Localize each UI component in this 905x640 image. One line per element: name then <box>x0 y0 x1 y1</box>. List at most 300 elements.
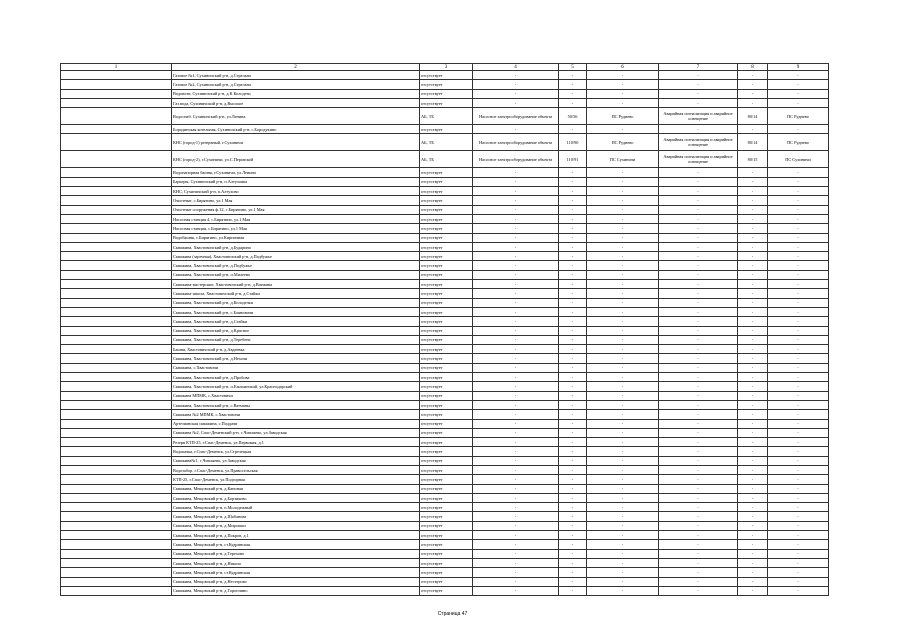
object-name-cell: Насосная станция 4, с.Бирятино, ул.1 Мая <box>172 214 420 223</box>
table-cell <box>61 280 172 289</box>
table-cell: отсутствует <box>420 196 473 205</box>
object-name-cell: Скважина, Мещовский р-н, д.Терехово <box>172 549 420 558</box>
table-cell: - <box>738 549 768 558</box>
table-cell: отсутствует <box>420 419 473 428</box>
table-cell: - <box>738 354 768 363</box>
table-cell: - <box>587 298 659 307</box>
table-cell: отсутствует <box>420 400 473 409</box>
table-cell: - <box>738 475 768 484</box>
table-row <box>61 512 829 521</box>
table-cell <box>61 531 172 540</box>
table-cell: - <box>559 345 587 354</box>
table-cell: - <box>587 484 659 493</box>
table-cell <box>61 233 172 242</box>
table-cell: - <box>768 391 829 400</box>
table-cell: - <box>473 335 559 344</box>
header-cell: 7 <box>659 64 738 71</box>
table-cell <box>61 540 172 549</box>
table-cell: - <box>473 521 559 530</box>
table-cell: - <box>473 214 559 223</box>
table-cell <box>61 326 172 335</box>
table-row <box>61 568 829 577</box>
object-name-cell: Скважина№1, с.Чипляево, ул.Заводская <box>172 456 420 465</box>
object-name-cell: Скважина, Хвастовичский р-н, д.Подбужье <box>172 261 420 270</box>
object-name-cell: Скважина, Мещовский р-н, ст.Кудринская <box>172 540 420 549</box>
table-cell: 110/91 <box>559 151 587 168</box>
table-cell: - <box>587 80 659 89</box>
table-cell: - <box>768 382 829 391</box>
table-cell: отсутствует <box>420 465 473 474</box>
table-cell: отсутствует <box>420 382 473 391</box>
table-cell <box>61 261 172 270</box>
table-cell: отсутствует <box>420 531 473 540</box>
table-cell: - <box>738 125 768 134</box>
table-cell: - <box>559 280 587 289</box>
object-name-cell: Скважина, Хвастовичский р-н, д.Теребень <box>172 335 420 344</box>
object-name-cell: Водозабор, г.Спас-Деменск, ул.Правосельская <box>172 465 420 474</box>
table-cell: - <box>587 233 659 242</box>
table-cell: - <box>738 307 768 316</box>
table-cell: отсутствует <box>420 540 473 549</box>
table-cell: 80/14 <box>738 108 768 125</box>
table-row <box>61 586 829 595</box>
header-cell: 5 <box>559 64 587 71</box>
table-cell: АБ, ТБ <box>420 151 473 168</box>
table-cell: - <box>559 298 587 307</box>
table-cell <box>61 151 172 168</box>
table-cell: - <box>587 354 659 363</box>
table-cell: - <box>659 400 738 409</box>
table-cell: 80/15 <box>738 151 768 168</box>
table-cell <box>61 382 172 391</box>
table-cell: - <box>659 521 738 530</box>
table-cell: - <box>659 363 738 372</box>
table-row <box>61 503 829 512</box>
table-cell: - <box>768 484 829 493</box>
object-name-cell: Водобашня, с.Бирятино, ул.Кирпичная <box>172 233 420 242</box>
table-cell: - <box>659 419 738 428</box>
table-cell: - <box>738 419 768 428</box>
table-cell: - <box>473 177 559 186</box>
table-cell: - <box>587 168 659 177</box>
header-cell: 3 <box>420 64 473 71</box>
table-cell <box>61 125 172 134</box>
table-cell: - <box>559 224 587 233</box>
table-cell: отсутствует <box>420 280 473 289</box>
table-cell: - <box>587 568 659 577</box>
table-cell <box>61 80 172 89</box>
table-cell: отсутствует <box>420 261 473 270</box>
table-cell: - <box>473 307 559 316</box>
table-cell: - <box>768 224 829 233</box>
table-cell: - <box>559 80 587 89</box>
object-name-cell: Скважина, Мещовский р-н, д.Покров, д.1 <box>172 531 420 540</box>
table-cell: - <box>473 298 559 307</box>
table-row <box>61 252 829 261</box>
table-row <box>61 242 829 251</box>
table-row <box>61 134 829 151</box>
table-row <box>61 307 829 316</box>
table-cell: - <box>768 419 829 428</box>
table-cell: - <box>738 71 768 80</box>
table-cell: - <box>473 261 559 270</box>
header-cell: 9 <box>768 64 829 71</box>
table-cell: отсутствует <box>420 493 473 502</box>
table-cell: ПС Сухиничи <box>587 151 659 168</box>
table-cell: - <box>473 447 559 456</box>
table-cell: - <box>587 456 659 465</box>
table-cell: - <box>587 586 659 595</box>
table-row <box>61 540 829 549</box>
table-cell: - <box>768 531 829 540</box>
table-cell: - <box>559 98 587 107</box>
table-cell: - <box>559 89 587 98</box>
table-cell: - <box>738 289 768 298</box>
document-table-sheet <box>60 63 828 596</box>
table-row <box>61 89 829 98</box>
table-cell: - <box>473 475 559 484</box>
table-cell: - <box>659 512 738 521</box>
table-cell: - <box>473 80 559 89</box>
table-cell: - <box>473 233 559 242</box>
table-cell: - <box>473 326 559 335</box>
table-cell: отсутствует <box>420 438 473 447</box>
table-cell: - <box>768 177 829 186</box>
object-name-cell: Водовозн, Сухиничский р-н, д.К Колодези <box>172 89 420 98</box>
table-cell: - <box>768 125 829 134</box>
table-cell: - <box>659 326 738 335</box>
table-cell: отсутствует <box>420 577 473 586</box>
table-cell <box>61 419 172 428</box>
table-cell: - <box>738 373 768 382</box>
table-cell: - <box>659 354 738 363</box>
table-cell: - <box>587 214 659 223</box>
table-cell: - <box>587 503 659 512</box>
table-cell: - <box>559 205 587 214</box>
table-cell: - <box>473 438 559 447</box>
table-cell: ПС Руднево <box>768 134 829 151</box>
table-cell: - <box>738 586 768 595</box>
table-cell: - <box>473 465 559 474</box>
table-cell: - <box>559 512 587 521</box>
table-cell: отсутствует <box>420 125 473 134</box>
table-cell: - <box>587 242 659 251</box>
table-cell: - <box>559 326 587 335</box>
object-name-cell: Скважина, Хвастовичский р-н, с.Бояновичи <box>172 307 420 316</box>
table-cell: - <box>587 224 659 233</box>
table-cell: - <box>738 577 768 586</box>
object-name-cell: Скважина №2 МПМК, с.Хвастовичи <box>172 410 420 419</box>
table-cell: - <box>587 419 659 428</box>
table-cell: - <box>768 317 829 326</box>
table-cell <box>61 214 172 223</box>
table-cell: - <box>659 438 738 447</box>
object-name-cell: Скважина, с.Хвастовичи <box>172 363 420 372</box>
table-cell <box>61 335 172 344</box>
table-cell: - <box>473 382 559 391</box>
table-cell: - <box>768 233 829 242</box>
table-cell: отсутствует <box>420 354 473 363</box>
object-name-cell: КНС (город-1) резервный, г.Сухиничи <box>172 134 420 151</box>
table-cell: - <box>768 549 829 558</box>
table-cell: отсутствует <box>420 80 473 89</box>
table-cell: - <box>738 493 768 502</box>
table-cell: отсутствует <box>420 558 473 567</box>
table-cell: - <box>738 196 768 205</box>
table-body <box>61 64 829 596</box>
table-cell: - <box>768 71 829 80</box>
table-cell: - <box>738 317 768 326</box>
object-name-cell: Скважина, Хвастовичский р-н, д.Пробова <box>172 373 420 382</box>
table-cell: - <box>659 168 738 177</box>
table-cell: - <box>473 503 559 512</box>
table-cell: - <box>768 475 829 484</box>
table-row <box>61 280 829 289</box>
table-cell: - <box>559 419 587 428</box>
table-cell: - <box>768 493 829 502</box>
table-row <box>61 224 829 233</box>
table-cell: отсутствует <box>420 317 473 326</box>
table-cell: - <box>587 363 659 372</box>
table-cell: - <box>659 503 738 512</box>
object-name-cell: КНС (город-2), г.Сухиничи, ул.С.Перовской <box>172 151 420 168</box>
table-row <box>61 363 829 372</box>
table-row <box>61 391 829 400</box>
table-cell: - <box>738 558 768 567</box>
table-cell: отсутствует <box>420 503 473 512</box>
table-cell: - <box>659 335 738 344</box>
table-cell: - <box>768 196 829 205</box>
table-cell: отсутствует <box>420 168 473 177</box>
table-cell: - <box>768 456 829 465</box>
table-cell: - <box>559 568 587 577</box>
table-cell: - <box>473 419 559 428</box>
table-cell: Аварийная сигнализация и аварийное освещение <box>659 151 738 168</box>
table-cell: 80/14 <box>738 134 768 151</box>
table-cell <box>61 270 172 279</box>
table-cell <box>61 428 172 437</box>
table-cell: - <box>559 242 587 251</box>
object-name-cell: Скважина, Хвастовичский р-н, д.Красное <box>172 326 420 335</box>
table-cell: - <box>587 493 659 502</box>
table-cell: - <box>768 447 829 456</box>
object-name-cell: Скважина №2, Спас-Деменский р-н, с.Чипляево, ул.Заводская <box>172 428 420 437</box>
table-cell: - <box>559 503 587 512</box>
table-row <box>61 151 829 168</box>
table-cell: - <box>659 391 738 400</box>
table-cell <box>61 224 172 233</box>
table-cell: - <box>738 187 768 196</box>
table-cell: - <box>559 428 587 437</box>
table-cell: - <box>559 270 587 279</box>
table-cell: отсутствует <box>420 484 473 493</box>
table-row <box>61 484 829 493</box>
table-cell: отсутствует <box>420 289 473 298</box>
table-cell: - <box>738 465 768 474</box>
table-row <box>61 98 829 107</box>
table-cell: отсутствует <box>420 456 473 465</box>
table-cell: - <box>659 233 738 242</box>
table-cell: Насосное электрооборудование объекта <box>473 134 559 151</box>
table-cell: - <box>587 521 659 530</box>
table-cell: - <box>768 521 829 530</box>
table-cell: - <box>659 298 738 307</box>
table-cell: - <box>559 447 587 456</box>
table-cell: - <box>738 224 768 233</box>
table-cell: - <box>587 261 659 270</box>
table-cell <box>61 410 172 419</box>
table-cell: - <box>768 410 829 419</box>
object-name-cell: Скважина, Хвастовичский р-н, п.Ежихинский, ул.Краснодарский <box>172 382 420 391</box>
table-row <box>61 205 829 214</box>
table-cell: отсутствует <box>420 177 473 186</box>
object-name-cell: Башня, Хвастовичский р-н, д.Авдеевка <box>172 345 420 354</box>
table-cell: - <box>559 252 587 261</box>
table-cell: - <box>559 373 587 382</box>
table-cell: отсутствует <box>420 521 473 530</box>
table-cell: - <box>559 586 587 595</box>
object-name-cell: КНС, Сухиничский р-н, п.Алтухово <box>172 187 420 196</box>
object-name-cell: Скважина-мастерские, Хвастовичский р-н, д.Ватманы <box>172 280 420 289</box>
table-cell: - <box>587 280 659 289</box>
table-cell: - <box>473 568 559 577</box>
table-cell: - <box>473 289 559 298</box>
table-cell: отсутствует <box>420 549 473 558</box>
table-cell: - <box>559 233 587 242</box>
table-row <box>61 196 829 205</box>
table-cell: - <box>587 447 659 456</box>
table-row <box>61 428 829 437</box>
table-cell: - <box>659 280 738 289</box>
object-name-cell: КТП-25, г.Спас-Деменск, ул.Подгорная <box>172 475 420 484</box>
table-cell: - <box>738 410 768 419</box>
table-row <box>61 558 829 567</box>
table-cell: - <box>473 354 559 363</box>
table-cell: - <box>559 382 587 391</box>
table-cell: - <box>768 298 829 307</box>
table-cell: - <box>587 382 659 391</box>
table-row <box>61 456 829 465</box>
table-cell: ПС Руднево <box>587 108 659 125</box>
table-cell: - <box>559 493 587 502</box>
table-cell: - <box>473 317 559 326</box>
table-cell: - <box>587 98 659 107</box>
table-cell: отсутствует <box>420 428 473 437</box>
table-cell: - <box>559 465 587 474</box>
object-name-cell: Скважина, Хвастовичский р-н, д.Бударино <box>172 242 420 251</box>
table-cell: - <box>587 465 659 474</box>
table-cell: отсутствует <box>420 335 473 344</box>
table-cell: Насосное электрооборудование объекта <box>473 108 559 125</box>
table-cell: - <box>659 540 738 549</box>
table-cell: отсутствует <box>420 326 473 335</box>
table-cell: - <box>768 98 829 107</box>
table-cell: отсутствует <box>420 391 473 400</box>
table-cell: - <box>738 335 768 344</box>
header-cell: 1 <box>61 64 172 71</box>
object-name-cell: Очистные, с.Бирятино, ул.1 Мая <box>172 196 420 205</box>
table-cell: - <box>738 540 768 549</box>
table-cell: - <box>768 363 829 372</box>
object-name-cell: Скважина, Мещовский р-н, д.Шабанова <box>172 512 420 521</box>
table-cell: - <box>587 475 659 484</box>
object-name-cell: Скважина, Хвастовичский р-н, п.Милеево <box>172 270 420 279</box>
table-cell: - <box>587 558 659 567</box>
table-cell: - <box>738 177 768 186</box>
table-cell: отсутствует <box>420 89 473 98</box>
table-row <box>61 80 829 89</box>
table-row <box>61 577 829 586</box>
table-cell: - <box>659 456 738 465</box>
table-cell: - <box>473 456 559 465</box>
table-row <box>61 326 829 335</box>
table-cell: ПС Руднево <box>587 134 659 151</box>
table-cell <box>61 568 172 577</box>
table-cell: - <box>768 438 829 447</box>
table-cell: - <box>473 577 559 586</box>
table-cell: - <box>559 558 587 567</box>
table-cell: - <box>738 168 768 177</box>
table-cell <box>61 108 172 125</box>
object-name-cell: Скважина-школа, Хвастовичский р-н, д.Стайки <box>172 289 420 298</box>
table-cell: - <box>738 531 768 540</box>
table-cell: - <box>768 335 829 344</box>
table-cell: - <box>587 177 659 186</box>
table-row <box>61 335 829 344</box>
table-cell: отсутствует <box>420 270 473 279</box>
table-cell: отсутствует <box>420 568 473 577</box>
table-row <box>61 447 829 456</box>
table-cell <box>61 577 172 586</box>
table-cell: - <box>559 577 587 586</box>
table-row <box>61 354 829 363</box>
table-cell: - <box>738 568 768 577</box>
table-cell <box>61 242 172 251</box>
table-row <box>61 465 829 474</box>
table-cell: - <box>587 428 659 437</box>
table-cell: - <box>473 224 559 233</box>
table-row <box>61 410 829 419</box>
table-row <box>61 261 829 270</box>
table-cell <box>61 465 172 474</box>
object-name-cell: Резерв КТП-25, г.Спас-Деменск, ул.Первомая, д.1 <box>172 438 420 447</box>
table-header-row <box>61 64 829 71</box>
table-cell: - <box>559 261 587 270</box>
table-cell: - <box>559 317 587 326</box>
table-cell: - <box>473 187 559 196</box>
table-cell: - <box>659 242 738 251</box>
page-number: Страница 47 <box>437 611 468 617</box>
table-cell: - <box>559 177 587 186</box>
table-cell <box>61 317 172 326</box>
table-row <box>61 168 829 177</box>
table-cell: - <box>473 345 559 354</box>
table-cell: - <box>587 345 659 354</box>
table-cell: - <box>768 168 829 177</box>
table-cell: - <box>559 400 587 409</box>
table-cell: - <box>659 549 738 558</box>
table-cell: - <box>768 586 829 595</box>
table-cell: - <box>587 270 659 279</box>
table-cell: - <box>473 242 559 251</box>
table-cell: - <box>659 317 738 326</box>
table-cell: - <box>559 363 587 372</box>
table-cell: - <box>587 307 659 316</box>
table-cell: - <box>473 549 559 558</box>
table-cell <box>61 307 172 316</box>
object-name-cell: Скважина, Хвастовичский р-н, д.Колодезки <box>172 298 420 307</box>
table-cell: отсутствует <box>420 307 473 316</box>
